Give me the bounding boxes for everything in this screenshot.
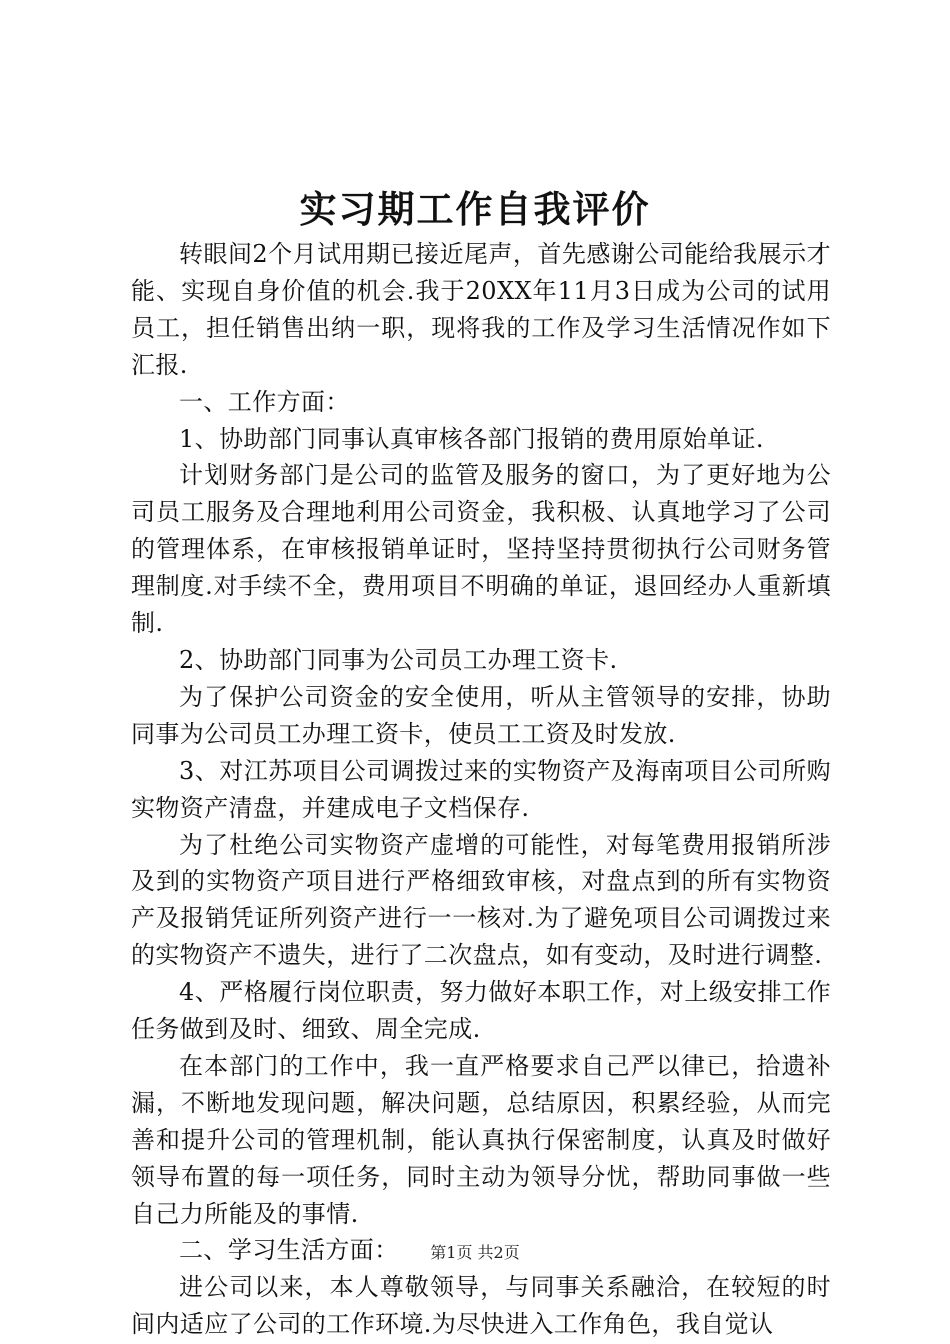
document-title: 实习期工作自我评价 [299, 187, 651, 231]
document-body [131, 236, 831, 1343]
paragraph: 为了杜绝公司实物资产虚增的可能性，对每笔费用报销所涉及到的实物资产项目进行严格细致审核，对盘点到的所有实物资产及报销凭证所列资产进行一一核对.为了避免项目公司调拨过来的实物资产不遗失，进行了二次盘点，如有变动，及时进行调整. [131, 830, 831, 970]
page-number-footer: 第1页 共2页 [430, 1243, 520, 1262]
paragraph: 计划财务部门是公司的监管及服务的窗口，为了更好地为公司员工服务及合理地利用公司资金，我积极、认真地学习了公司的管理体系，在审核报销单证时，坚持坚持贯彻执行公司财务管理制度.对手续不全，费用项目不明确的单证，退回经办人重新填制. [131, 461, 831, 638]
paragraph: 为了保护公司资金的安全使用，听从主管领导的安排，协助同事为公司员工办理工资卡，使员工工资及时发放. [131, 682, 831, 748]
paragraph: 转眼间2个月试用期已接近尾声，首先感谢公司能给我展示才能、实现自身价值的机会.我于20XX年11月3日成为公司的试用员工，担任销售出纳一职，现将我的工作及学习生活情况作如下汇报. [131, 240, 831, 379]
list-item-heading: 4、严格履行岗位职责，努力做好本职工作，对上级安排工作任务做到及时、细致、周全完成. [131, 978, 831, 1044]
section-heading-study: 二、学习生活方面： [179, 1236, 399, 1265]
list-item-heading: 1、协助部门同事认真审核各部门报销的费用原始单证. [179, 424, 764, 453]
list-item-heading: 3、对江苏项目公司调拨过来的实物资产及海南项目公司所购实物资产清盘，并建成电子文档保存. [131, 756, 831, 822]
paragraph: 在本部门的工作中，我一直严格要求自己严以律已，拾遗补漏，不断地发现问题，解决问题，总结原因，积累经验，从而完善和提升公司的管理机制，能认真执行保密制度，认真及时做好领导布置的每一项任务，同时主动为领导分忧，帮助同事做一些自己力所能及的事情. [131, 1051, 831, 1228]
section-heading-work: 一、工作方面： [179, 387, 350, 416]
paragraph: 进公司以来，本人尊敬领导，与同事关系融洽，在较短的时间内适应了公司的工作环境.为尽快进入工作角色，我自觉认 [131, 1273, 831, 1339]
list-item-heading: 2、协助部门同事为公司员工办理工资卡. [179, 645, 618, 674]
